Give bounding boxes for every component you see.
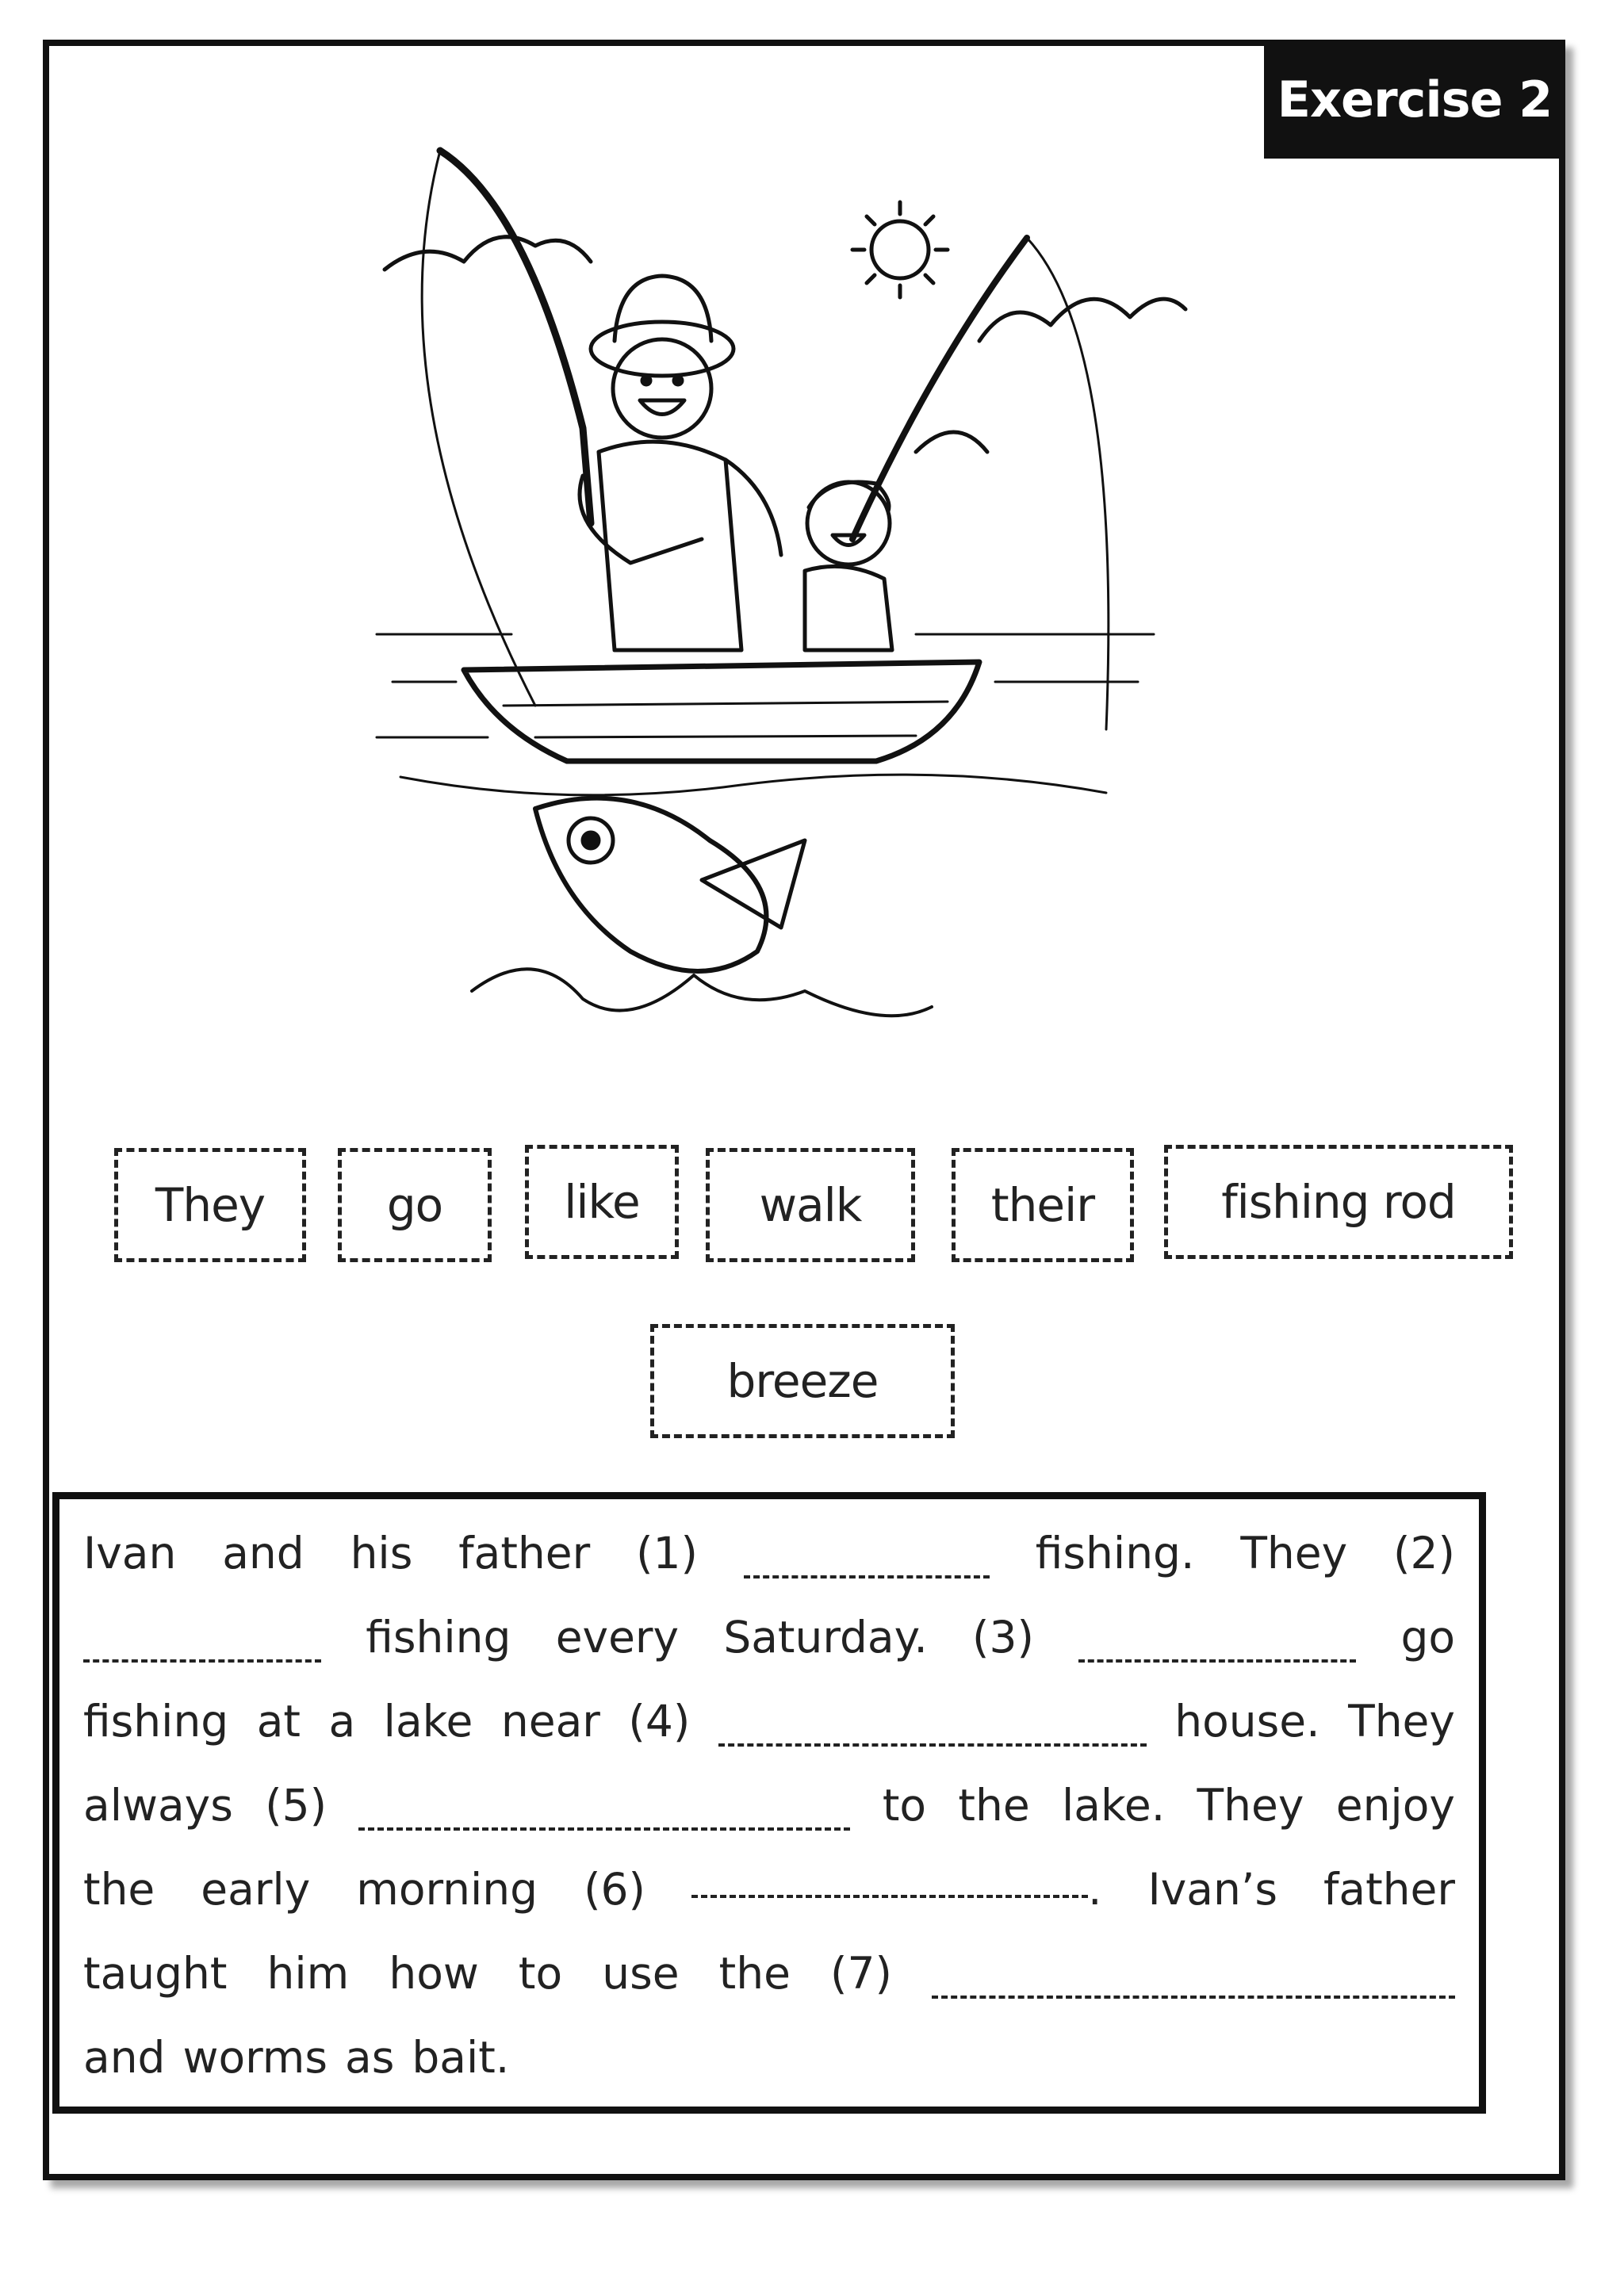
passage-word: fishing (366, 1612, 511, 1663)
passage-word: as (345, 2032, 395, 2083)
passage-line-1 (83, 1528, 1455, 1612)
passage-word: use (602, 1948, 680, 1999)
word-box-they: They (114, 1148, 306, 1262)
passage-line-5 (83, 1864, 1455, 1948)
passage-word: go (1400, 1612, 1455, 1663)
hill-right (979, 299, 1185, 341)
boy-figure (805, 482, 892, 650)
exercise-title: Exercise 2 (1264, 40, 1565, 159)
passage-word: every (555, 1612, 680, 1663)
passage-word: bait. (412, 2032, 510, 2083)
passage-word: They (1348, 1696, 1455, 1747)
passage-number: (6) (584, 1864, 646, 1915)
fish-icon (535, 798, 805, 971)
passage-word: to (882, 1780, 927, 1831)
word-box-walk: walk (706, 1148, 915, 1262)
passage-word: a (328, 1696, 356, 1747)
blank-5[interactable] (358, 1813, 850, 1831)
passage-line-6 (83, 1948, 1455, 2032)
blank-1[interactable] (744, 1561, 990, 1578)
word-box-breeze: breeze (650, 1324, 955, 1438)
passage-number: (2) (1393, 1528, 1455, 1578)
blank-6[interactable] (691, 1881, 1088, 1898)
passage-word: and (222, 1528, 304, 1578)
passage-line-7 (83, 2032, 1455, 2116)
passage-box (52, 1492, 1486, 2114)
passage-word: father (458, 1528, 591, 1578)
passage-word: house. (1174, 1696, 1320, 1747)
passage-line-3 (83, 1696, 1455, 1780)
passage-word: lake (383, 1696, 473, 1747)
passage-word: his (350, 1528, 413, 1578)
passage-number: (5) (265, 1780, 327, 1831)
passage-word: near (500, 1696, 600, 1747)
blank-7[interactable] (932, 1981, 1455, 1999)
sun-icon (852, 202, 948, 297)
blank-6-group (691, 1864, 1101, 1915)
fishing-rod-left (440, 151, 591, 523)
passage-word: the (958, 1780, 1030, 1831)
word-box-like: like (525, 1145, 679, 1259)
passage-word: always (83, 1780, 233, 1831)
passage-word: the (718, 1948, 791, 1999)
passage-number: (7) (830, 1948, 892, 1999)
passage-number: (1) (636, 1528, 698, 1578)
passage-word: at (256, 1696, 301, 1747)
passage-word: fishing (83, 1696, 229, 1747)
passage-number: (3) (972, 1612, 1034, 1663)
passage-word: They (1197, 1780, 1304, 1831)
passage-punct: . (1088, 1864, 1102, 1915)
passage-word: morning (356, 1864, 538, 1915)
passage-word: to (518, 1948, 563, 1999)
passage-line-2 (83, 1612, 1455, 1696)
passage-word: early (201, 1864, 311, 1915)
blank-4[interactable] (718, 1729, 1147, 1747)
hill-right-2 (916, 432, 987, 452)
blank-2[interactable] (83, 1645, 321, 1663)
cloud-left (385, 237, 591, 270)
passage-word: how (389, 1948, 479, 1999)
passage-word: They (1240, 1528, 1348, 1578)
passage-word: Saturday. (723, 1612, 928, 1663)
man-figure (580, 276, 781, 650)
passage-word: fishing. (1035, 1528, 1195, 1578)
word-box-their: their (952, 1148, 1134, 1262)
passage-word: worms (182, 2032, 327, 2083)
passage-word: the (83, 1864, 155, 1915)
passage-word: Ivan (83, 1528, 177, 1578)
passage-word: taught (83, 1948, 228, 1999)
splash (472, 969, 932, 1016)
blank-3[interactable] (1078, 1645, 1356, 1663)
boat (464, 662, 979, 761)
word-box-go: go (338, 1148, 492, 1262)
fishing-boat-illustration (329, 79, 1201, 1062)
passage-word: father (1323, 1864, 1455, 1915)
passage-number: (4) (628, 1696, 691, 1747)
passage-line-4 (83, 1780, 1455, 1864)
water-lines (377, 634, 1154, 737)
passage-word: enjoy (1335, 1780, 1455, 1831)
passage-word: Ivan’s (1147, 1864, 1278, 1915)
passage-word: lake. (1062, 1780, 1166, 1831)
passage-word: him (266, 1948, 350, 1999)
word-box-fishing-rod: fishing rod (1164, 1145, 1513, 1259)
passage-word: and (83, 2032, 166, 2083)
